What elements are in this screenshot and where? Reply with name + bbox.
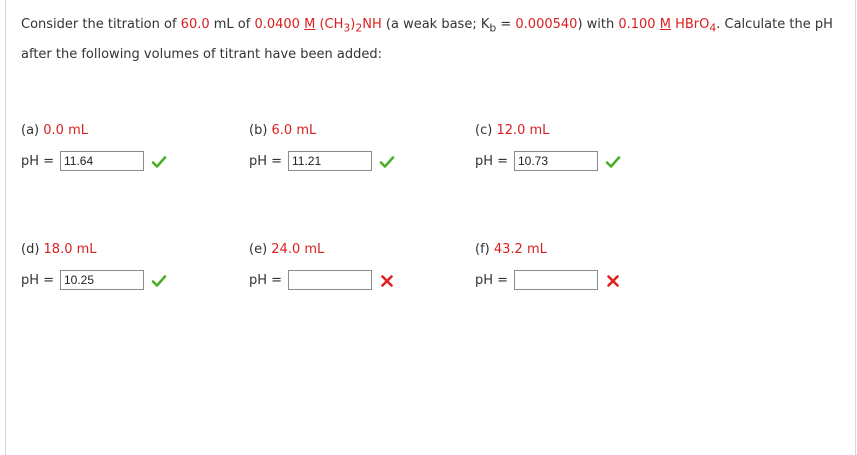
ph-input[interactable]: 10.73 [514,151,598,171]
q-conc-acid: 0.100 [618,17,656,32]
check-icon [605,154,621,170]
check-icon [151,154,167,170]
q-conc-base: 0.0400 [254,17,300,32]
part-label: (e) 24.0 mL [249,242,325,257]
ph-input[interactable] [288,270,372,290]
ph-input[interactable] [514,270,598,290]
ph-label: pH = [21,154,55,169]
q-base-formula: $(CH_3)_2NH$ [319,17,382,35]
check-icon [379,154,395,170]
q-kb-sub: b [489,21,497,35]
q-text: (a weak base; K [381,17,490,32]
part-label: (f) 43.2 mL [475,242,547,257]
ph-input[interactable]: 11.64 [60,151,144,171]
q-kb-value: 0.000540 [515,17,578,32]
q-molar-unit: M [304,17,316,32]
ph-label: pH = [249,273,283,288]
cross-icon [605,273,621,289]
q-text: mL of [209,17,255,32]
ph-label: pH = [21,273,55,288]
question-panel [5,0,856,455]
check-icon [151,273,167,289]
question-text: Consider the titration of 60.0 mL of 0.0400 M $(CH_3)_2NH$ (a weak base; $K_b = 0.000540$) with 0.100 M HBrO$_4$. Calculate the pH after the following volumes of titrant have been added: [21,17,833,62]
ph-input[interactable]: 10.25 [60,270,144,290]
ph-input[interactable]: 11.21 [288,151,372,171]
ph-label: pH = [249,154,283,169]
ph-label: pH = [475,154,509,169]
cross-icon [379,273,395,289]
part-label: (b) 6.0 mL [249,123,317,138]
q-volume-base: 60.0 [180,17,210,32]
q-text: Consider the titration of [21,17,181,32]
ph-label: pH = [475,273,509,288]
part-label: (c) 12.0 mL [475,123,550,138]
part-label: (a) 0.0 mL [21,123,88,138]
q-molar-unit: M [659,17,671,32]
part-label: (d) 18.0 mL [21,242,97,257]
q-acid-formula: HBrO$_4$ [675,17,717,35]
